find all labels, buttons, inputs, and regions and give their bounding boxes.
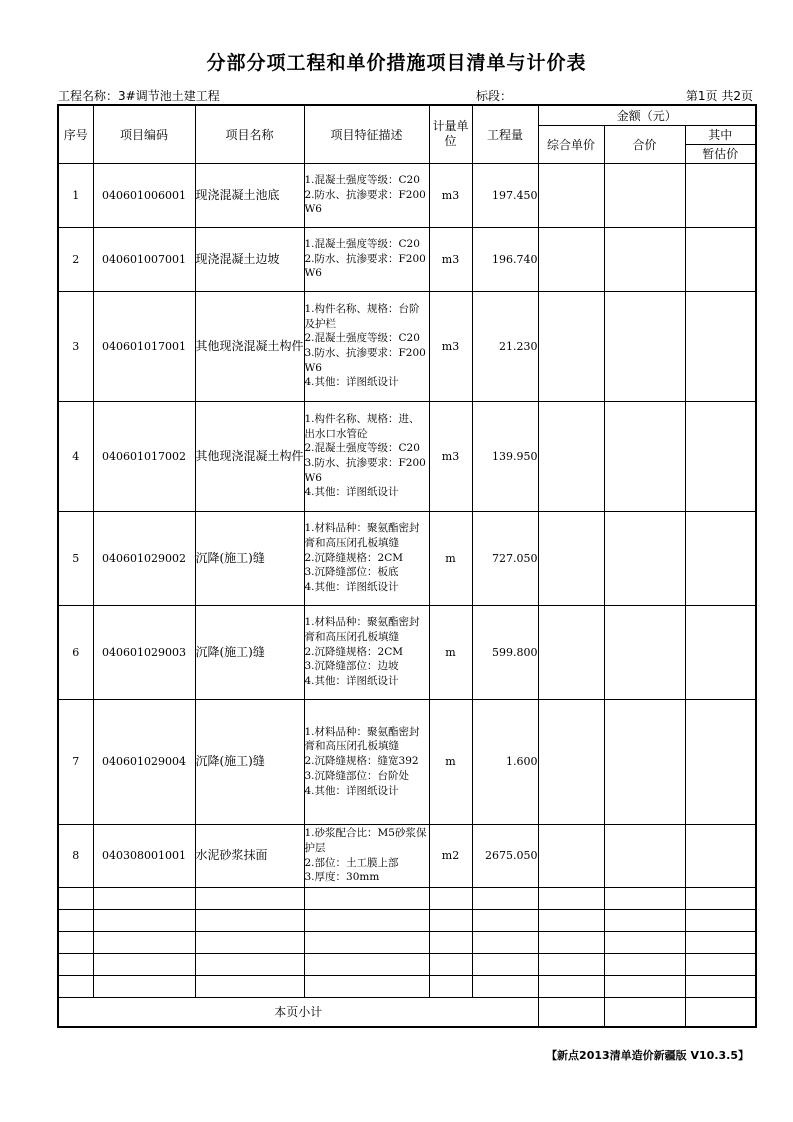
header-qty: 工程量: [472, 105, 538, 163]
row-qty: 1.600: [472, 699, 538, 824]
desc-line: 1.构件名称、规格：台阶及护栏: [304, 302, 420, 330]
section-label: 标段：: [476, 89, 513, 103]
project-name: 工程名称：3#调节池土建工程: [58, 89, 220, 103]
row-desc: [304, 291, 429, 401]
row-unit-price: [538, 227, 604, 291]
desc-line: 1.材料品种：聚氨酯密封膏和高压闭孔板填缝: [304, 522, 420, 549]
row-desc: [304, 401, 429, 511]
row-unit: m3: [429, 401, 472, 511]
row-seq: 3: [58, 291, 93, 401]
desc-line: 3.沉降缝部位：边坡: [304, 660, 399, 673]
row-unit: m: [429, 511, 472, 605]
row-provisional: [685, 163, 756, 227]
software-version-footer: 【新点2013清单造价新疆版 V10.3.5】: [546, 1049, 749, 1062]
table-row: [58, 824, 756, 887]
header-total: 合价: [604, 125, 685, 163]
desc-line: 1.砂浆配合比：M5砂浆保护层: [304, 827, 427, 854]
empty-row: [58, 909, 756, 931]
row-code: 040601029003: [93, 605, 195, 699]
row-provisional: [685, 227, 756, 291]
desc-line: 2.部位：土工膜上部: [304, 856, 399, 869]
desc-line: 1.材料品种：聚氨酯密封膏和高压闭孔板填缝: [304, 725, 420, 753]
row-total: [604, 824, 685, 887]
row-provisional: [685, 401, 756, 511]
page-indicator: 第1页 共2页: [685, 89, 753, 103]
row-code: 040308001001: [93, 824, 195, 887]
row-total: [604, 511, 685, 605]
row-provisional: [685, 605, 756, 699]
desc-line: 2.沉降缝规格：缝宽392: [304, 755, 419, 768]
row-code: 040601017001: [93, 291, 195, 401]
row-name: 沉降(施工)缝: [195, 511, 304, 605]
header-seq: 序号: [58, 105, 93, 163]
desc-line: 2.混凝土强度等级：C20: [304, 332, 420, 345]
desc-line: 2.混凝土强度等级：C20: [304, 442, 420, 455]
table-row: [58, 163, 756, 227]
row-unit-price: [538, 401, 604, 511]
page-title: 分部分项工程和单价措施项目清单与计价表: [206, 52, 587, 74]
table-row: [58, 605, 756, 699]
row-total: [604, 401, 685, 511]
row-unit-price: [538, 699, 604, 824]
desc-line: 2.防水、抗渗要求：F200W6: [304, 188, 426, 216]
row-name: 其他现浇混凝土构件: [195, 291, 304, 401]
header-of-which: 其中: [685, 125, 756, 144]
row-unit: m2: [429, 824, 472, 887]
bill-of-quantities-table: [57, 104, 757, 1028]
row-unit: m: [429, 605, 472, 699]
desc-line: 1.混凝土强度等级：C20: [304, 173, 420, 186]
empty-row: [58, 887, 756, 909]
row-name: 现浇混凝土池底: [195, 163, 304, 227]
empty-row: [58, 931, 756, 953]
row-seq: 5: [58, 511, 93, 605]
row-provisional: [685, 291, 756, 401]
table-row: [58, 227, 756, 291]
desc-line: 4.其他：详图纸设计: [304, 784, 399, 797]
header-name: 项目名称: [195, 105, 304, 163]
row-unit: m3: [429, 163, 472, 227]
row-desc: [304, 605, 429, 699]
row-desc: [304, 227, 429, 291]
subtotal-row: [58, 997, 756, 1027]
header-desc: 项目特征描述: [304, 105, 429, 163]
row-total: [604, 605, 685, 699]
row-unit-price: [538, 605, 604, 699]
row-unit: m3: [429, 291, 472, 401]
desc-line: 1.材料品种：聚氨酯密封膏和高压闭孔板填缝: [304, 616, 420, 643]
desc-line: 4.其他：详图纸设计: [304, 486, 399, 499]
desc-line: 1.构件名称、规格：进、出水口水管砼: [304, 412, 420, 440]
row-seq: 2: [58, 227, 93, 291]
desc-line: 4.其他：详图纸设计: [304, 376, 399, 389]
subtotal-label: 本页小计: [58, 997, 538, 1027]
row-seq: 4: [58, 401, 93, 511]
row-name: 水泥砂浆抹面: [195, 824, 304, 887]
row-total: [604, 291, 685, 401]
table-row: [58, 511, 756, 605]
row-unit-price: [538, 163, 604, 227]
desc-line: 2.防水、抗渗要求：F200W6: [304, 252, 426, 280]
desc-line: 4.其他：详图纸设计: [304, 581, 399, 594]
row-provisional: [685, 824, 756, 887]
row-qty: 139.950: [472, 401, 538, 511]
row-name: 其他现浇混凝土构件: [195, 401, 304, 511]
table-row: [58, 699, 756, 824]
empty-row: [58, 975, 756, 997]
row-total: [604, 699, 685, 824]
desc-line: 2.沉降缝规格：2CM: [304, 645, 403, 658]
row-name: 沉降(施工)缝: [195, 699, 304, 824]
empty-row: [58, 953, 756, 975]
row-unit: m3: [429, 227, 472, 291]
row-unit-price: [538, 824, 604, 887]
header-code: 项目编码: [93, 105, 195, 163]
desc-line: 3.防水、抗渗要求：F200W6: [304, 347, 426, 374]
header-unit-price: 综合单价: [538, 125, 604, 163]
desc-line: 1.混凝土强度等级：C20: [304, 237, 420, 250]
row-total: [604, 163, 685, 227]
row-desc: [304, 511, 429, 605]
row-seq: 8: [58, 824, 93, 887]
row-desc: [304, 163, 429, 227]
desc-line: 3.沉降缝部位：板底: [304, 566, 399, 579]
row-qty: 21.230: [472, 291, 538, 401]
row-name: 现浇混凝土边坡: [195, 227, 304, 291]
row-unit-price: [538, 291, 604, 401]
row-desc: [304, 824, 429, 887]
row-code: 040601029004: [93, 699, 195, 824]
desc-line: 3.沉降缝部位：台阶处: [304, 769, 410, 782]
table-row: [58, 291, 756, 401]
row-qty: 599.800: [472, 605, 538, 699]
row-provisional: [685, 511, 756, 605]
row-qty: 197.450: [472, 163, 538, 227]
row-provisional: [685, 699, 756, 824]
row-desc: [304, 699, 429, 824]
row-name: 沉降(施工)缝: [195, 605, 304, 699]
row-seq: 1: [58, 163, 93, 227]
row-seq: 6: [58, 605, 93, 699]
row-code: 040601007001: [93, 227, 195, 291]
row-code: 040601029002: [93, 511, 195, 605]
desc-line: 2.沉降缝规格：2CM: [304, 551, 403, 564]
row-unit-price: [538, 511, 604, 605]
row-total: [604, 227, 685, 291]
desc-line: 4.其他：详图纸设计: [304, 675, 399, 688]
table-row: [58, 401, 756, 511]
row-qty: 196.740: [472, 227, 538, 291]
header-amount: 金额（元）: [538, 105, 756, 125]
desc-line: 3.防水、抗渗要求：F200W6: [304, 457, 426, 484]
row-code: 040601017002: [93, 401, 195, 511]
row-seq: 7: [58, 699, 93, 824]
row-qty: 2675.050: [472, 824, 538, 887]
desc-line: 3.厚度：30mm: [304, 871, 380, 884]
header-provisional: 暂估价: [685, 144, 756, 163]
row-qty: 727.050: [472, 511, 538, 605]
row-code: 040601006001: [93, 163, 195, 227]
header-unit: 计量单位: [429, 105, 472, 163]
row-unit: m: [429, 699, 472, 824]
